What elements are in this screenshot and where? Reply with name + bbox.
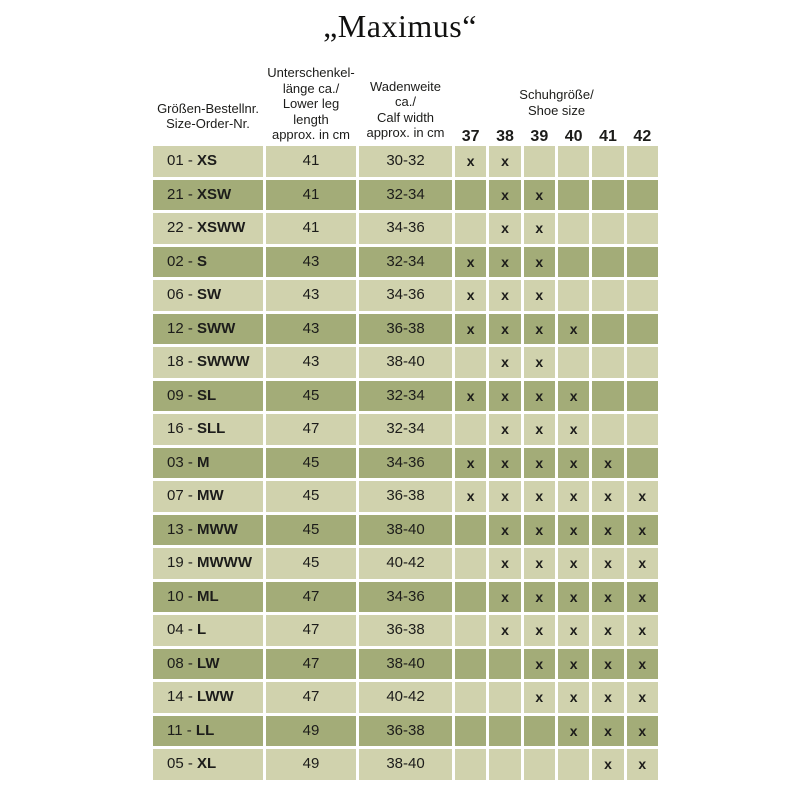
header-line: länge ca./	[282, 80, 340, 96]
shoe-size-mark-cell: x	[558, 314, 589, 345]
table-row	[153, 481, 658, 512]
shoe-size-mark-cell	[455, 548, 486, 579]
header-line: Unterschenkel-	[267, 65, 355, 80]
calf-width-cell: 34-36	[359, 280, 452, 311]
order-number: 02 -	[167, 252, 198, 270]
shoe-size-mark-cell	[455, 582, 486, 613]
shoe-size-mark-cell: x	[627, 749, 658, 780]
shoe-size-mark-cell	[489, 749, 520, 780]
order-number: 01 -	[167, 152, 198, 169]
table-row	[153, 716, 658, 747]
shoe-size-mark-cell: x	[524, 414, 555, 445]
shoe-size-header: 40	[564, 128, 583, 145]
shoe-size-mark-cell: x	[455, 280, 486, 311]
size-code: SW	[197, 286, 222, 303]
shoe-size-mark-cell	[558, 213, 589, 244]
size-order-cell	[153, 213, 263, 244]
calf-width-cell: 34-36	[359, 213, 452, 244]
shoe-size-mark-cell	[627, 347, 658, 378]
shoe-size-mark-cell: x	[489, 381, 520, 412]
leg-length-cell: 43	[266, 247, 356, 278]
size-table	[153, 65, 658, 783]
leg-length-cell: 47	[266, 414, 356, 445]
shoe-size-mark-cell: x	[592, 682, 623, 713]
table-row	[153, 649, 658, 680]
shoe-size-mark-cell	[455, 515, 486, 546]
shoe-size-mark-cell	[627, 146, 658, 177]
order-number: 14 -	[167, 688, 198, 705]
shoe-size-mark-cell	[455, 180, 486, 211]
shoe-size-mark-cell	[592, 280, 623, 311]
shoe-size-mark-cell: x	[592, 448, 623, 479]
shoe-size-mark-cell: x	[524, 682, 555, 713]
size-order-cell	[153, 381, 263, 412]
order-number: 03 -	[167, 453, 198, 471]
table-row	[153, 615, 658, 646]
shoe-size-mark-cell: x	[489, 213, 520, 244]
order-number: 13 -	[167, 520, 198, 538]
size-order-cell	[153, 649, 263, 680]
leg-length-cell: 49	[266, 716, 356, 747]
shoe-size-mark-cell	[524, 146, 555, 177]
leg-length-cell: 45	[266, 381, 356, 412]
size-order-cell	[153, 180, 263, 211]
shoe-size-mark-cell	[592, 180, 623, 211]
calf-width-cell: 32-34	[359, 247, 452, 278]
table-row	[153, 548, 658, 579]
table-row	[153, 247, 658, 278]
shoe-size-mark-cell: x	[627, 582, 658, 613]
size-code: MWWW	[197, 554, 252, 571]
shoe-size-mark-cell: x	[489, 314, 520, 345]
header-line: Lower leg length	[282, 96, 340, 127]
table-row	[153, 582, 658, 613]
shoe-size-mark-cell: x	[524, 247, 555, 278]
order-number: 21 -	[167, 185, 198, 203]
shoe-size-mark-cell: x	[592, 615, 623, 646]
header-lower-leg-column	[266, 65, 356, 145]
shoe-size-mark-cell	[592, 146, 623, 177]
header-line: Shoe size	[527, 102, 586, 118]
shoe-size-mark-cell: x	[489, 548, 520, 579]
header-calf-width-column	[359, 79, 452, 145]
shoe-size-mark-cell: x	[524, 280, 555, 311]
calf-width-cell: 38-40	[359, 649, 452, 680]
shoe-size-mark-cell	[627, 247, 658, 278]
calf-width-cell: 38-40	[359, 347, 452, 378]
order-number: 10 -	[167, 587, 198, 605]
shoe-size-mark-cell: x	[455, 381, 486, 412]
size-code: L	[197, 621, 207, 638]
header-line: Calf width	[376, 109, 435, 125]
shoe-size-mark-cell	[627, 448, 658, 479]
shoe-size-mark-cell: x	[489, 582, 520, 613]
size-order-cell	[153, 146, 263, 177]
size-code: ML	[197, 587, 219, 605]
leg-length-cell: 43	[266, 280, 356, 311]
shoe-size-mark-cell: x	[592, 582, 623, 613]
table-row	[153, 347, 658, 378]
size-order-cell	[153, 515, 263, 546]
calf-width-cell: 34-36	[359, 448, 452, 479]
shoe-size-mark-cell: x	[524, 515, 555, 546]
shoe-size-header: 38	[496, 128, 514, 145]
shoe-size-mark-cell	[455, 649, 486, 680]
table-row	[153, 213, 658, 244]
size-code: XL	[197, 755, 217, 772]
size-code: SL	[197, 386, 217, 404]
calf-width-cell: 32-34	[359, 180, 452, 211]
shoe-size-mark-cell: x	[524, 615, 555, 646]
shoe-size-mark-cell: x	[489, 615, 520, 646]
size-order-cell	[153, 615, 263, 646]
leg-length-cell: 41	[266, 213, 356, 244]
header-line: Größen-Bestellnr.	[157, 100, 259, 116]
shoe-size-mark-cell: x	[489, 515, 520, 546]
order-number: 08 -	[167, 654, 198, 672]
leg-length-cell: 45	[266, 548, 356, 579]
order-number: 12 -	[167, 319, 198, 337]
table-row	[153, 280, 658, 311]
shoe-size-mark-cell: x	[489, 180, 520, 211]
shoe-size-mark-cell: x	[558, 582, 589, 613]
calf-width-cell: 32-34	[359, 414, 452, 445]
shoe-size-mark-cell	[558, 749, 589, 780]
shoe-size-mark-cell	[592, 314, 623, 345]
leg-length-cell: 47	[266, 615, 356, 646]
size-code: SWW	[197, 319, 236, 337]
size-code: M	[197, 453, 210, 471]
shoe-size-mark-cell: x	[558, 649, 589, 680]
leg-length-cell: 41	[266, 180, 356, 211]
size-code: XS	[197, 152, 218, 169]
shoe-size-mark-cell: x	[627, 716, 658, 747]
size-code: SLL	[197, 420, 226, 437]
leg-length-cell: 45	[266, 448, 356, 479]
shoe-size-mark-cell: x	[627, 649, 658, 680]
calf-width-cell: 30-32	[359, 146, 452, 177]
calf-width-cell: 38-40	[359, 749, 452, 780]
shoe-size-mark-cell: x	[627, 515, 658, 546]
size-order-cell	[153, 280, 263, 311]
shoe-size-mark-cell	[455, 347, 486, 378]
shoe-size-mark-cell: x	[524, 548, 555, 579]
shoe-size-mark-cell: x	[524, 347, 555, 378]
shoe-size-mark-cell: x	[558, 716, 589, 747]
table-row	[153, 448, 658, 479]
shoe-size-mark-cell: x	[558, 381, 589, 412]
calf-width-cell: 32-34	[359, 381, 452, 412]
size-code: XSW	[197, 185, 232, 203]
size-code: SWWW	[197, 353, 250, 370]
shoe-size-mark-cell: x	[489, 146, 520, 177]
shoe-size-mark-cell	[558, 247, 589, 278]
header-line: approx. in cm	[366, 125, 445, 140]
shoe-size-mark-cell: x	[489, 481, 520, 512]
leg-length-cell: 45	[266, 515, 356, 546]
shoe-size-mark-cell: x	[558, 615, 589, 646]
calf-width-cell: 40-42	[359, 548, 452, 579]
shoe-size-mark-cell: x	[524, 381, 555, 412]
shoe-size-mark-cell: x	[524, 481, 555, 512]
size-order-cell	[153, 548, 263, 579]
header-shoe-size-group	[455, 65, 658, 145]
size-order-cell	[153, 448, 263, 479]
size-code: LW	[197, 654, 220, 672]
calf-width-cell: 34-36	[359, 582, 452, 613]
shoe-size-mark-cell	[455, 716, 486, 747]
shoe-size-mark-cell: x	[558, 548, 589, 579]
size-order-cell	[153, 716, 263, 747]
shoe-size-mark-cell	[627, 414, 658, 445]
table-row	[153, 146, 658, 177]
calf-width-cell: 36-38	[359, 314, 452, 345]
shoe-size-mark-cell	[627, 314, 658, 345]
size-order-cell	[153, 347, 263, 378]
shoe-size-mark-cell: x	[627, 548, 658, 579]
shoe-size-mark-cell: x	[627, 615, 658, 646]
shoe-size-mark-cell: x	[592, 716, 623, 747]
shoe-size-mark-cell: x	[558, 515, 589, 546]
shoe-size-mark-cell	[558, 347, 589, 378]
table-row	[153, 180, 658, 211]
shoe-size-mark-cell: x	[592, 749, 623, 780]
leg-length-cell: 47	[266, 582, 356, 613]
order-number: 09 -	[167, 386, 198, 404]
shoe-size-header: 39	[530, 128, 549, 145]
shoe-size-mark-cell: x	[524, 180, 555, 211]
shoe-size-mark-cell	[592, 247, 623, 278]
header-shoe-size-numbers	[455, 129, 658, 145]
header-line: Size-Order-Nr.	[166, 116, 250, 131]
header-size-order-column	[153, 101, 263, 145]
shoe-size-mark-cell: x	[524, 213, 555, 244]
size-order-cell	[153, 414, 263, 445]
shoe-size-mark-cell: x	[592, 481, 623, 512]
page-title: „Maximus“	[323, 8, 477, 44]
header-line: approx. in cm	[271, 127, 351, 142]
table-row	[153, 749, 658, 780]
shoe-size-mark-cell: x	[558, 448, 589, 479]
leg-length-cell: 47	[266, 649, 356, 680]
leg-length-cell: 43	[266, 314, 356, 345]
shoe-size-mark-cell: x	[455, 448, 486, 479]
shoe-size-mark-cell	[558, 146, 589, 177]
calf-width-cell: 38-40	[359, 515, 452, 546]
calf-width-cell: 40-42	[359, 682, 452, 713]
size-code: MW	[197, 487, 224, 504]
shoe-size-mark-cell: x	[489, 347, 520, 378]
shoe-size-mark-cell: x	[489, 414, 520, 445]
shoe-size-mark-cell: x	[524, 448, 555, 479]
shoe-size-mark-cell	[455, 414, 486, 445]
shoe-size-mark-cell	[489, 716, 520, 747]
calf-width-cell: 36-38	[359, 716, 452, 747]
shoe-size-mark-cell: x	[524, 582, 555, 613]
shoe-size-mark-cell	[592, 414, 623, 445]
header-line: Wadenweite ca./	[369, 78, 442, 109]
order-number: 18 -	[167, 353, 198, 370]
shoe-size-mark-cell	[489, 682, 520, 713]
shoe-size-mark-cell	[455, 749, 486, 780]
size-code: LWW	[197, 688, 234, 705]
calf-width-cell: 36-38	[359, 481, 452, 512]
shoe-size-mark-cell: x	[489, 280, 520, 311]
size-order-cell	[153, 682, 263, 713]
shoe-size-mark-cell	[592, 213, 623, 244]
shoe-size-mark-cell	[455, 615, 486, 646]
leg-length-cell: 47	[266, 682, 356, 713]
shoe-size-mark-cell: x	[524, 649, 555, 680]
shoe-size-mark-cell	[489, 649, 520, 680]
shoe-size-mark-cell: x	[592, 548, 623, 579]
shoe-size-mark-cell	[455, 213, 486, 244]
shoe-size-mark-cell	[627, 381, 658, 412]
order-number: 19 -	[167, 554, 198, 571]
size-order-cell	[153, 314, 263, 345]
shoe-size-mark-cell	[558, 180, 589, 211]
shoe-size-mark-cell	[524, 749, 555, 780]
table-row	[153, 414, 658, 445]
header-shoe-size-label	[455, 87, 658, 118]
size-order-cell	[153, 749, 263, 780]
shoe-size-header: 42	[633, 128, 652, 145]
shoe-size-mark-cell	[524, 716, 555, 747]
size-code: LL	[195, 721, 215, 739]
shoe-size-mark-cell	[592, 381, 623, 412]
size-order-cell	[153, 481, 263, 512]
table-header	[153, 65, 658, 143]
shoe-size-mark-cell: x	[455, 146, 486, 177]
table-row	[153, 682, 658, 713]
shoe-size-mark-cell: x	[558, 682, 589, 713]
shoe-size-mark-cell	[592, 347, 623, 378]
table-row	[153, 515, 658, 546]
shoe-size-mark-cell	[627, 280, 658, 311]
shoe-size-mark-cell: x	[558, 481, 589, 512]
shoe-size-mark-cell: x	[455, 481, 486, 512]
order-number: 22 -	[167, 219, 198, 236]
shoe-size-mark-cell: x	[455, 247, 486, 278]
shoe-size-mark-cell: x	[489, 448, 520, 479]
leg-length-cell: 41	[266, 146, 356, 177]
shoe-size-mark-cell: x	[489, 247, 520, 278]
shoe-size-header: 37	[461, 128, 480, 145]
size-code: S	[197, 252, 208, 270]
order-number: 16 -	[167, 420, 198, 437]
header-line: Schuhgröße/	[519, 87, 594, 102]
order-number: 04 -	[167, 621, 198, 638]
order-number: 11 -	[167, 721, 196, 739]
leg-length-cell: 49	[266, 749, 356, 780]
size-table-body	[153, 146, 658, 780]
table-row	[153, 381, 658, 412]
size-code: XSWW	[197, 219, 246, 236]
order-number: 07 -	[167, 487, 198, 504]
calf-width-cell: 36-38	[359, 615, 452, 646]
shoe-size-mark-cell: x	[627, 682, 658, 713]
order-number: 05 -	[167, 755, 198, 772]
size-order-cell	[153, 582, 263, 613]
shoe-size-mark-cell: x	[592, 515, 623, 546]
shoe-size-mark-cell	[558, 280, 589, 311]
shoe-size-mark-cell	[627, 213, 658, 244]
table-row	[153, 314, 658, 345]
shoe-size-mark-cell	[627, 180, 658, 211]
shoe-size-header: 41	[599, 128, 617, 145]
shoe-size-mark-cell: x	[558, 414, 589, 445]
size-order-cell	[153, 247, 263, 278]
shoe-size-mark-cell: x	[627, 481, 658, 512]
shoe-size-mark-cell: x	[455, 314, 486, 345]
leg-length-cell: 43	[266, 347, 356, 378]
shoe-size-mark-cell	[455, 682, 486, 713]
shoe-size-mark-cell: x	[592, 649, 623, 680]
size-code: MWW	[197, 520, 238, 538]
order-number: 06 -	[167, 286, 198, 303]
shoe-size-mark-cell: x	[524, 314, 555, 345]
leg-length-cell: 45	[266, 481, 356, 512]
